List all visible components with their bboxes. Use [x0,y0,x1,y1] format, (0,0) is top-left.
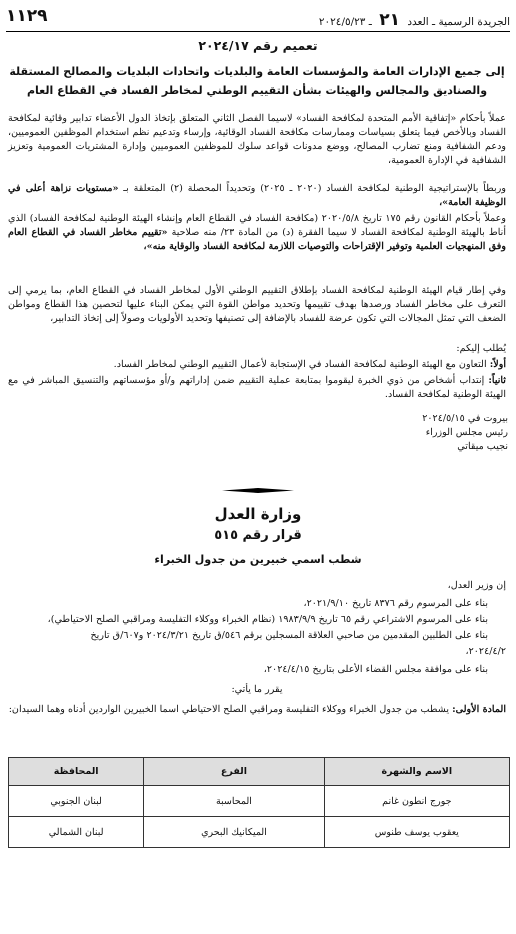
item-1-label: أولاً: [489,359,506,370]
signature-name: نجيب ميقاتي [457,441,508,452]
column-header-name: الاسم والشهرة [324,758,509,786]
decision-article-1 [8,703,506,717]
circular-signature [422,412,508,454]
decision-number: قرار رقم ٥١٥ [214,528,302,543]
issue-date: ـ ٢٠٢٤/٥/٢٣ [318,16,372,28]
circular-paragraph-4: وفي إطار قيام الهيئة الوطنية لمكافحة الفساد بإطلاق التقييم الوطني الأول لمخاطر الفساد في القطاع العام، بما يرمي إلى التعرف على مخاطر الفساد ورصدها بهدف تقييمها وتحديد مواطن القوة التي يمكن البناء عليها لتحصين هذا القطاع ومواطن الضعف التي تمثل المجالات التي تكون عرضة للفساد بالإضافة إلى تصنيفها وتحديد الأولويات وصولاً إلى إتخاذ التدابير، [8,285,506,324]
circular-subject [8,62,506,100]
cell-governorate: لبنان الجنوبي [9,786,144,817]
article-1-text: يشطب من جدول الخبراء ووكلاء التفليسة ومراقبي الصلح الاحتياطي اسما الخبيرين الواردين أدناه [67,704,449,715]
circular-item-1 [8,358,506,372]
item-1-text: التعاون مع الهيئة الوطنية لمكافحة الفساد في الإستجابة لأعمال التقييم الوطني لمخاطر الفساد. [113,359,487,370]
circular-title: تعميم رقم ٢٠٢٤/١٧ [198,38,318,53]
gazette-title [319,10,510,30]
item-2-text: إنتداب أشخاص من ذوي الخبرة ليقوموا بمتابعة عملية التقييم ضمن إداراتهم و/أو مؤسساتهم والتنسيق المباشر في مع الهيئة الوطنية لمكافحة الفساد. [8,375,506,400]
page-header [6,4,510,30]
decision-line: بناء على الطلبين المقدمين من صاحبي العلاقة المسجلين برقم ٥٤٦/ق تاريخ ٢٠٢٤/٣/٢١ و٦٠٧/ق تاريخ [90,630,488,641]
cell-branch: الميكانيك البحري [144,817,324,848]
page-number: ١١٢٩ [6,6,48,26]
circular-paragraph-3 [8,212,506,254]
paragraph-3-text: وعملاً بأحكام القانون رقم ١٧٥ تاريخ ٢٠٢٠/٥/٨ (مكافحة الفساد في القطاع العام وإنشاء الهيئة الوطنية لمكافحة الفساد) الذي أناط بالهيئة الوطنية لمكافحة الفساد لا سيما الفقرة (د) من المادة ٢٣/ منه صلاحية [8,213,506,238]
decision-line: ٢٠٢٤/٤/٢، [465,646,506,657]
article-1-tail: وهما السيدان: [8,704,65,715]
column-header-branch: الفرع [144,758,324,786]
paragraph-2-bold: «مستويات نزاهة أعلى في الوظيفة العامة»، [8,183,506,208]
circular-request: يُطلب إليكم: [456,343,506,354]
paragraph-3-bold: «تقييم مخاطر الفساد في القطاع العام وفق المنهجيات العلمية وتوفير الإقتراحات والتوصيات اللازمة لمكافحة الفساد والوقاية منه»، [8,227,506,252]
circular-paragraph-1: عملاً بأحكام «إتفاقية الأمم المتحدة لمكافحة الفساد» لاسيما الفصل الثاني المتعلق بإتخاذ الدول الأعضاء تدابير وقائية لمكافحة الفساد وبالأخص فيما يتعلق بسياسات وممارسات مكافحة الفساد الوقائية، وإرساء وتدعيم نظم استخدام الموظفين العموميين، ودعم الشفافية ومنع تضارب المصالح، ووضع مدونات قواعد سلوك للموظفين العموميين وإدارة المشتريات العمومية وتعزيز الشفافية في الإدارة العمومية، [8,113,506,166]
cell-branch: المحاسبة [144,786,324,817]
table-header-row [9,758,510,786]
decision-line: بناء على موافقة مجلس القضاء الأعلى بتاريخ ٢٠٢٤/٤/١٥، [263,664,488,675]
section-divider [222,488,294,493]
cell-governorate: لبنان الشمالي [9,817,144,848]
table-row [9,817,510,848]
circular-item-2 [8,374,506,402]
cell-name: يعقوب يوسف طنوس [324,817,509,848]
circular-subject-line-1: إلى جميع الإدارات العامة والمؤسسات العامة والبلديات واتحادات البلديات والمصالح المستقلة [9,65,505,78]
circular-paragraph-2 [8,182,506,210]
column-header-governorate: المحافظة [9,758,144,786]
article-1-label: المادة الأولى: [452,704,506,715]
decision-title: شطب اسمي خبيرين من جدول الخبراء [154,553,362,566]
decision-line: بناء على المرسوم رقم ٨٣٧٦ تاريخ ٢٠٢١/٩/١٠، [303,598,488,609]
issue-number: ٢١ [379,10,400,30]
header-rule [6,31,510,32]
item-2-label: ثانياً: [488,375,506,386]
signature-place-date: بيروت في ٢٠٢٤/٥/١٥ [422,413,508,424]
experts-table [8,757,510,848]
cell-name: جورج انطون غانم [324,786,509,817]
table-row [9,786,510,817]
circular-subject-line-2: والصناديق والمجالس والهيئات بشأن التقييم الوطني لمخاطر الفساد في القطاع العام [26,84,488,97]
decision-line: يقرر ما يأتي: [231,684,283,695]
paragraph-2-text: وربطاً بالإستراتيجية الوطنية لمكافحة الفساد (٢٠٢٠ ـ ٢٠٢٥) وتحديداً المحصلة (٢) المتعلقة بـ [118,183,506,194]
signature-role: رئيس مجلس الوزراء [425,427,508,438]
gazette-name: الجريدة الرسمية ـ العدد [407,16,510,28]
ministry-title: وزارة العدل [214,505,302,523]
decision-line: إن وزير العدل، [447,580,506,591]
decision-line: بناء على المرسوم الاشتراعي رقم ٦٥ تاريخ ١٩٨٣/٩/٩ (نظام الخبراء ووكلاء التفليسة ومراقبي الصلح الاحتياطي)، [47,614,488,625]
